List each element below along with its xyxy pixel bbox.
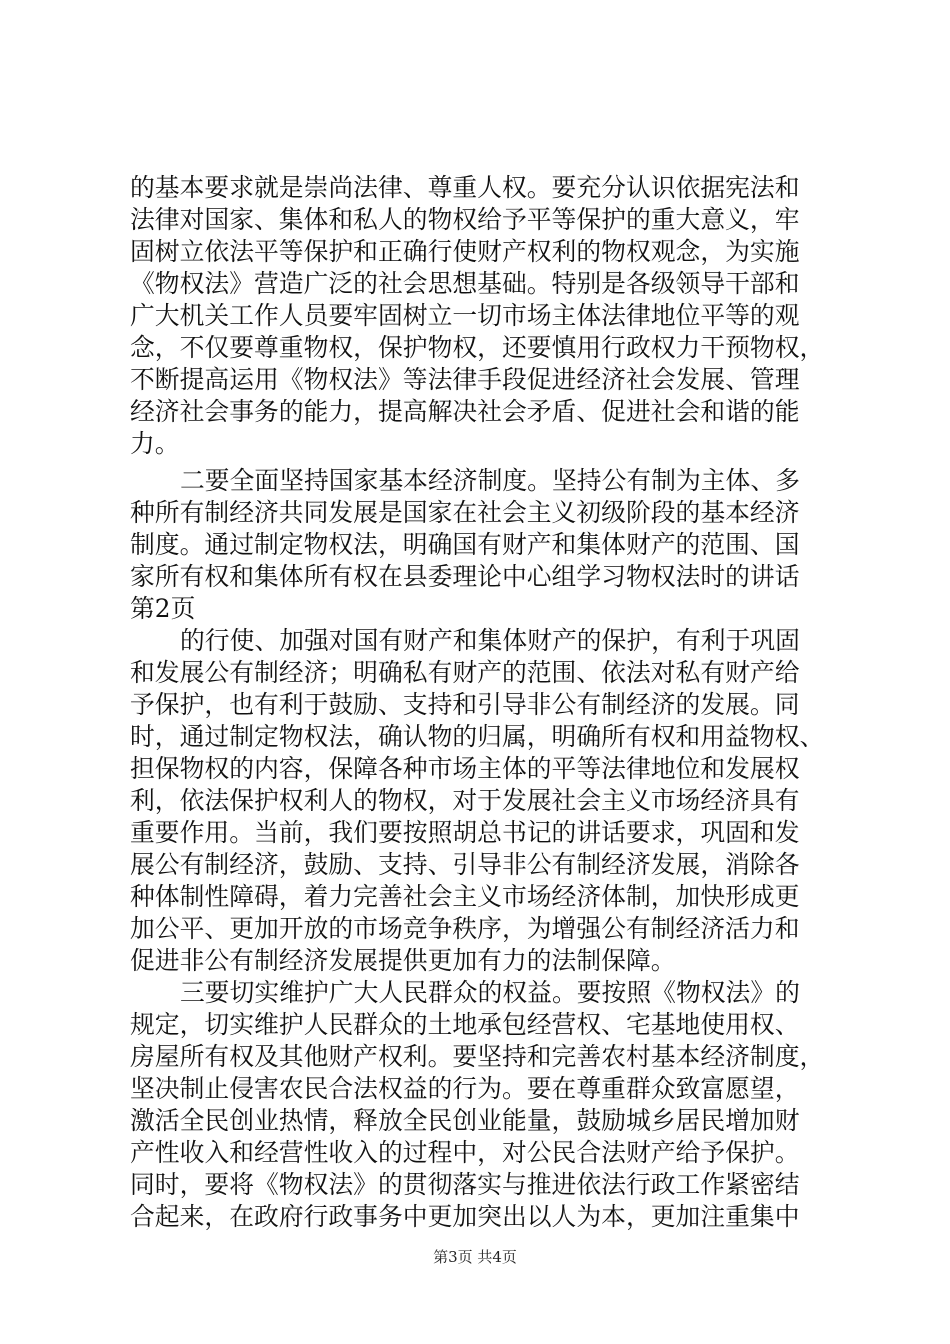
text-line: 和发展公有制经济；明确私有财产的范围、依法对私有财产给 [130, 658, 800, 687]
page-indicator: 第3页 共4页 [433, 1248, 517, 1266]
text-line: 固树立依法平等保护和正确行使财产权利的物权观念，为实施 [130, 237, 800, 266]
text-line: 规定，切实维护人民群众的土地承包经营权、宅基地使用权、 [130, 1010, 800, 1039]
text-line: 时，通过制定物权法，确认物的归属，明确所有权和用益物权、 [130, 722, 825, 751]
text-line: 担保物权的内容，保障各种市场主体的平等法律地位和发展权 [130, 754, 800, 783]
text-line: 第2页 [130, 594, 196, 623]
text-line: 的基本要求就是崇尚法律、尊重人权。要充分认识依据宪法和 [130, 173, 800, 202]
text-line: 家所有权和集体所有权在县委理论中心组学习物权法时的讲话 [130, 562, 800, 591]
body-text [130, 172, 830, 1233]
text-line: 广大机关工作人员要牢固树立一切市场主体法律地位平等的观 [130, 301, 800, 330]
text-line: 重要作用。当前，我们要按照胡总书记的讲话要求，巩固和发 [130, 818, 800, 847]
text-line: 房屋所有权及其他财产权利。要坚持和完善农村基本经济制度， [130, 1042, 825, 1071]
text-line: 制度。通过制定物权法，明确国有财产和集体财产的范围、国 [130, 530, 800, 559]
text-line: 激活全民创业热情，释放全民创业能量，鼓励城乡居民增加财 [130, 1106, 800, 1135]
text-line: 法律对国家、集体和私人的物权给予平等保护的重大意义，牢 [130, 205, 800, 234]
page-footer [0, 1247, 950, 1267]
text-line: 不断提高运用《物权法》等法律手段促进经济社会发展、管理 [130, 365, 800, 394]
text-line: 利，依法保护权利人的物权，对于发展社会主义市场经济具有 [130, 786, 800, 815]
paragraph-start-line: 三要切实维护广大人民群众的权益。要按照《物权法》的 [180, 978, 800, 1007]
text-line: 合起来，在政府行政事务中更加突出以人为本，更加注重集中 [130, 1202, 800, 1231]
text-line: 力。 [130, 429, 180, 458]
paragraph-start-line: 的行使、加强对国有财产和集体财产的保护，有利于巩固 [180, 626, 800, 655]
text-line: 同时，要将《物权法》的贯彻落实与推进依法行政工作紧密结 [130, 1170, 800, 1199]
text-line: 予保护，也有利于鼓励、支持和引导非公有制经济的发展。同 [130, 690, 800, 719]
text-line: 念，不仅要尊重物权，保护物权，还要慎用行政权力干预物权， [130, 333, 825, 362]
paragraph-start-line: 二要全面坚持国家基本经济制度。坚持公有制为主体、多 [180, 466, 800, 495]
text-line: 展公有制经济，鼓励、支持、引导非公有制经济发展，消除各 [130, 850, 800, 879]
text-line: 产性收入和经营性收入的过程中，对公民合法财产给予保护。 [130, 1138, 800, 1167]
text-line: 种所有制经济共同发展是国家在社会主义初级阶段的基本经济 [130, 498, 800, 527]
text-line: 种体制性障碍，着力完善社会主义市场经济体制，加快形成更 [130, 882, 800, 911]
text-line: 促进非公有制经济发展提供更加有力的法制保障。 [130, 946, 676, 975]
text-line: 坚决制止侵害农民合法权益的行为。要在尊重群众致富愿望， [130, 1074, 800, 1103]
text-line: 经济社会事务的能力，提高解决社会矛盾、促进社会和谐的能 [130, 397, 800, 426]
text-line: 《物权法》营造广泛的社会思想基础。特别是各级领导干部和 [130, 269, 800, 298]
text-line: 加公平、更加开放的市场竞争秩序，为增强公有制经济活力和 [130, 914, 800, 943]
